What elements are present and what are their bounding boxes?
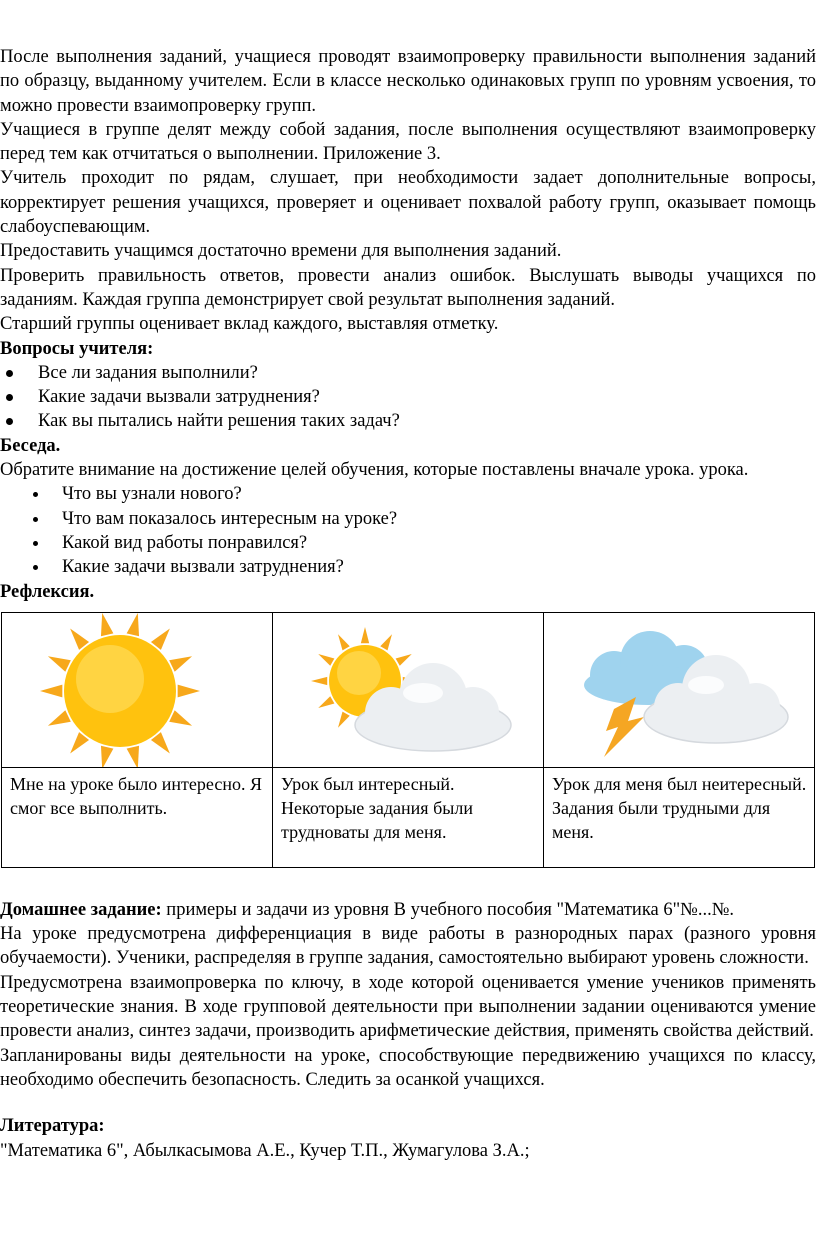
bullet-icon: [6, 370, 13, 377]
sun-ray: [127, 746, 139, 767]
sun-ray: [101, 746, 113, 767]
reflection-text-cell: Урок для меня был неитересный. Задания были трудными для меня.: [544, 767, 815, 867]
list-item: Что вам показалось интересным на уроке?: [0, 507, 816, 531]
teacher-questions-list: [0, 361, 816, 434]
teacher-questions-heading: Вопросы учителя:: [0, 338, 154, 359]
bullet-icon: [6, 394, 13, 401]
conversation-text: Обратите внимание на достижение целей обучения, которые поставлены вначале урока. урока.: [0, 460, 749, 481]
list-item: Что вы узнали нового?: [0, 482, 816, 506]
sun-ray: [40, 684, 62, 697]
sun-cloud-icon: [273, 613, 543, 767]
bullet-icon: [6, 418, 13, 425]
conversation-list: [0, 482, 816, 579]
reflection-text-cell: Урок был интересный. Некоторые задания были трудноваты для меня.: [273, 767, 544, 867]
paragraph: Запланированы виды деятельности на уроке, способствующие передвижению учащихся по классу, необходимо обеспечить безопасность. Следить за осанкой учащихся.: [0, 1045, 816, 1090]
paragraph: После выполнения заданий, учащиеся проводят взаимопроверку правильности выполнения заданий по образцу, выданному учителем. Если в классе несколько одинаковых групп по уровням усвоения, то можно провести взаимопроверку групп.: [0, 47, 816, 116]
paragraph: Предусмотрена взаимопроверка по ключу, в ходе которой оценивается умение учеников применять теоретические знания. В ходе групповой деятельности при выполнении задании оцениваются умение провести анализ, синтез задачи, производить арифметические действия, применять свойства действий.: [0, 972, 816, 1042]
storm-cloud-icon: [544, 613, 816, 767]
paragraph: Предоставить учащимся достаточно времени для выполнения заданий.: [0, 241, 562, 262]
paragraph: Старший группы оценивает вклад каждого, выставляя отметку.: [0, 314, 499, 335]
literature-heading: Литература:: [0, 1116, 105, 1137]
sun-ray: [318, 696, 334, 708]
reflection-table: [1, 612, 815, 868]
list-item: Какие задачи вызвали затруднения?: [0, 555, 816, 579]
bullet-icon: [33, 541, 38, 546]
reflection-image-cell: [544, 612, 815, 767]
sun-ray: [338, 634, 350, 650]
sun-ray: [169, 656, 192, 671]
paragraph: На уроке предусмотрена дифференциация в виде работы в разнородных парах (разного уровня обучаемости). Ученики, распределяя в группе задания, самостоятельно выбирают уровень сложности.: [0, 924, 816, 969]
list-item: Как вы пытались найти решения таких задач?: [0, 409, 816, 433]
paragraph: Учитель проходит по рядам, слушает, при необходимости задает дополнительные вопросы, корректирует решения учащихся, проверяет и оценивает похвалой работу групп, оказывает помощь слабоуспевающим.: [0, 168, 816, 238]
sun-icon: [2, 613, 270, 767]
lightning-icon: [604, 697, 644, 757]
paragraph: Учащиеся в группе делят между собой задания, после выполнения осуществляют взаимопроверку перед тем как отчитаться о выполнении. Приложение 3.: [0, 119, 816, 165]
homework-text: примеры и задачи из уровня В учебного пособия "Математика 6"№...№.: [161, 899, 734, 920]
reflection-image-cell: [273, 612, 544, 767]
reflection-image-cell: [2, 612, 273, 767]
bullet-icon: [33, 565, 38, 570]
paragraph: Проверить правильность ответов, провести анализ ошибок. Выслушать выводы учащихся по заданиям. Каждая группа демонстрирует свой результат выполнения заданий.: [0, 265, 816, 310]
sun-ray: [338, 711, 350, 727]
sun-ray: [396, 654, 412, 666]
reflection-heading: Рефлексия.: [0, 581, 95, 602]
bullet-icon: [33, 517, 38, 522]
sun-ray: [361, 627, 369, 643]
sun-ray: [48, 656, 71, 671]
sun-ray: [178, 684, 200, 697]
sun-ray: [311, 677, 327, 685]
homework-paragraph: [0, 898, 816, 922]
list-item: Какие задачи вызвали затруднения?: [0, 385, 816, 409]
conversation-heading: Беседа.: [0, 435, 61, 456]
list-item: Все ли задания выполнили?: [0, 361, 816, 385]
document-page: [0, 45, 816, 1163]
sun-ray: [48, 710, 71, 725]
literature-text: "Математика 6", Абылкасымова А.Е., Кучер Т.П., Жумагулова З.А.;: [0, 1140, 530, 1161]
sun-ray: [318, 654, 334, 666]
bullet-icon: [33, 492, 38, 497]
reflection-text-cell: Мне на уроке было интересно. Я смог все выполнить.: [2, 767, 273, 867]
sun-ray: [127, 613, 139, 636]
list-item: Какой вид работы понравился?: [0, 531, 816, 555]
sun-ray: [169, 710, 192, 725]
homework-label: Домашнее задание:: [0, 899, 162, 920]
sun-ray: [101, 613, 113, 636]
sun-ray: [380, 634, 392, 650]
